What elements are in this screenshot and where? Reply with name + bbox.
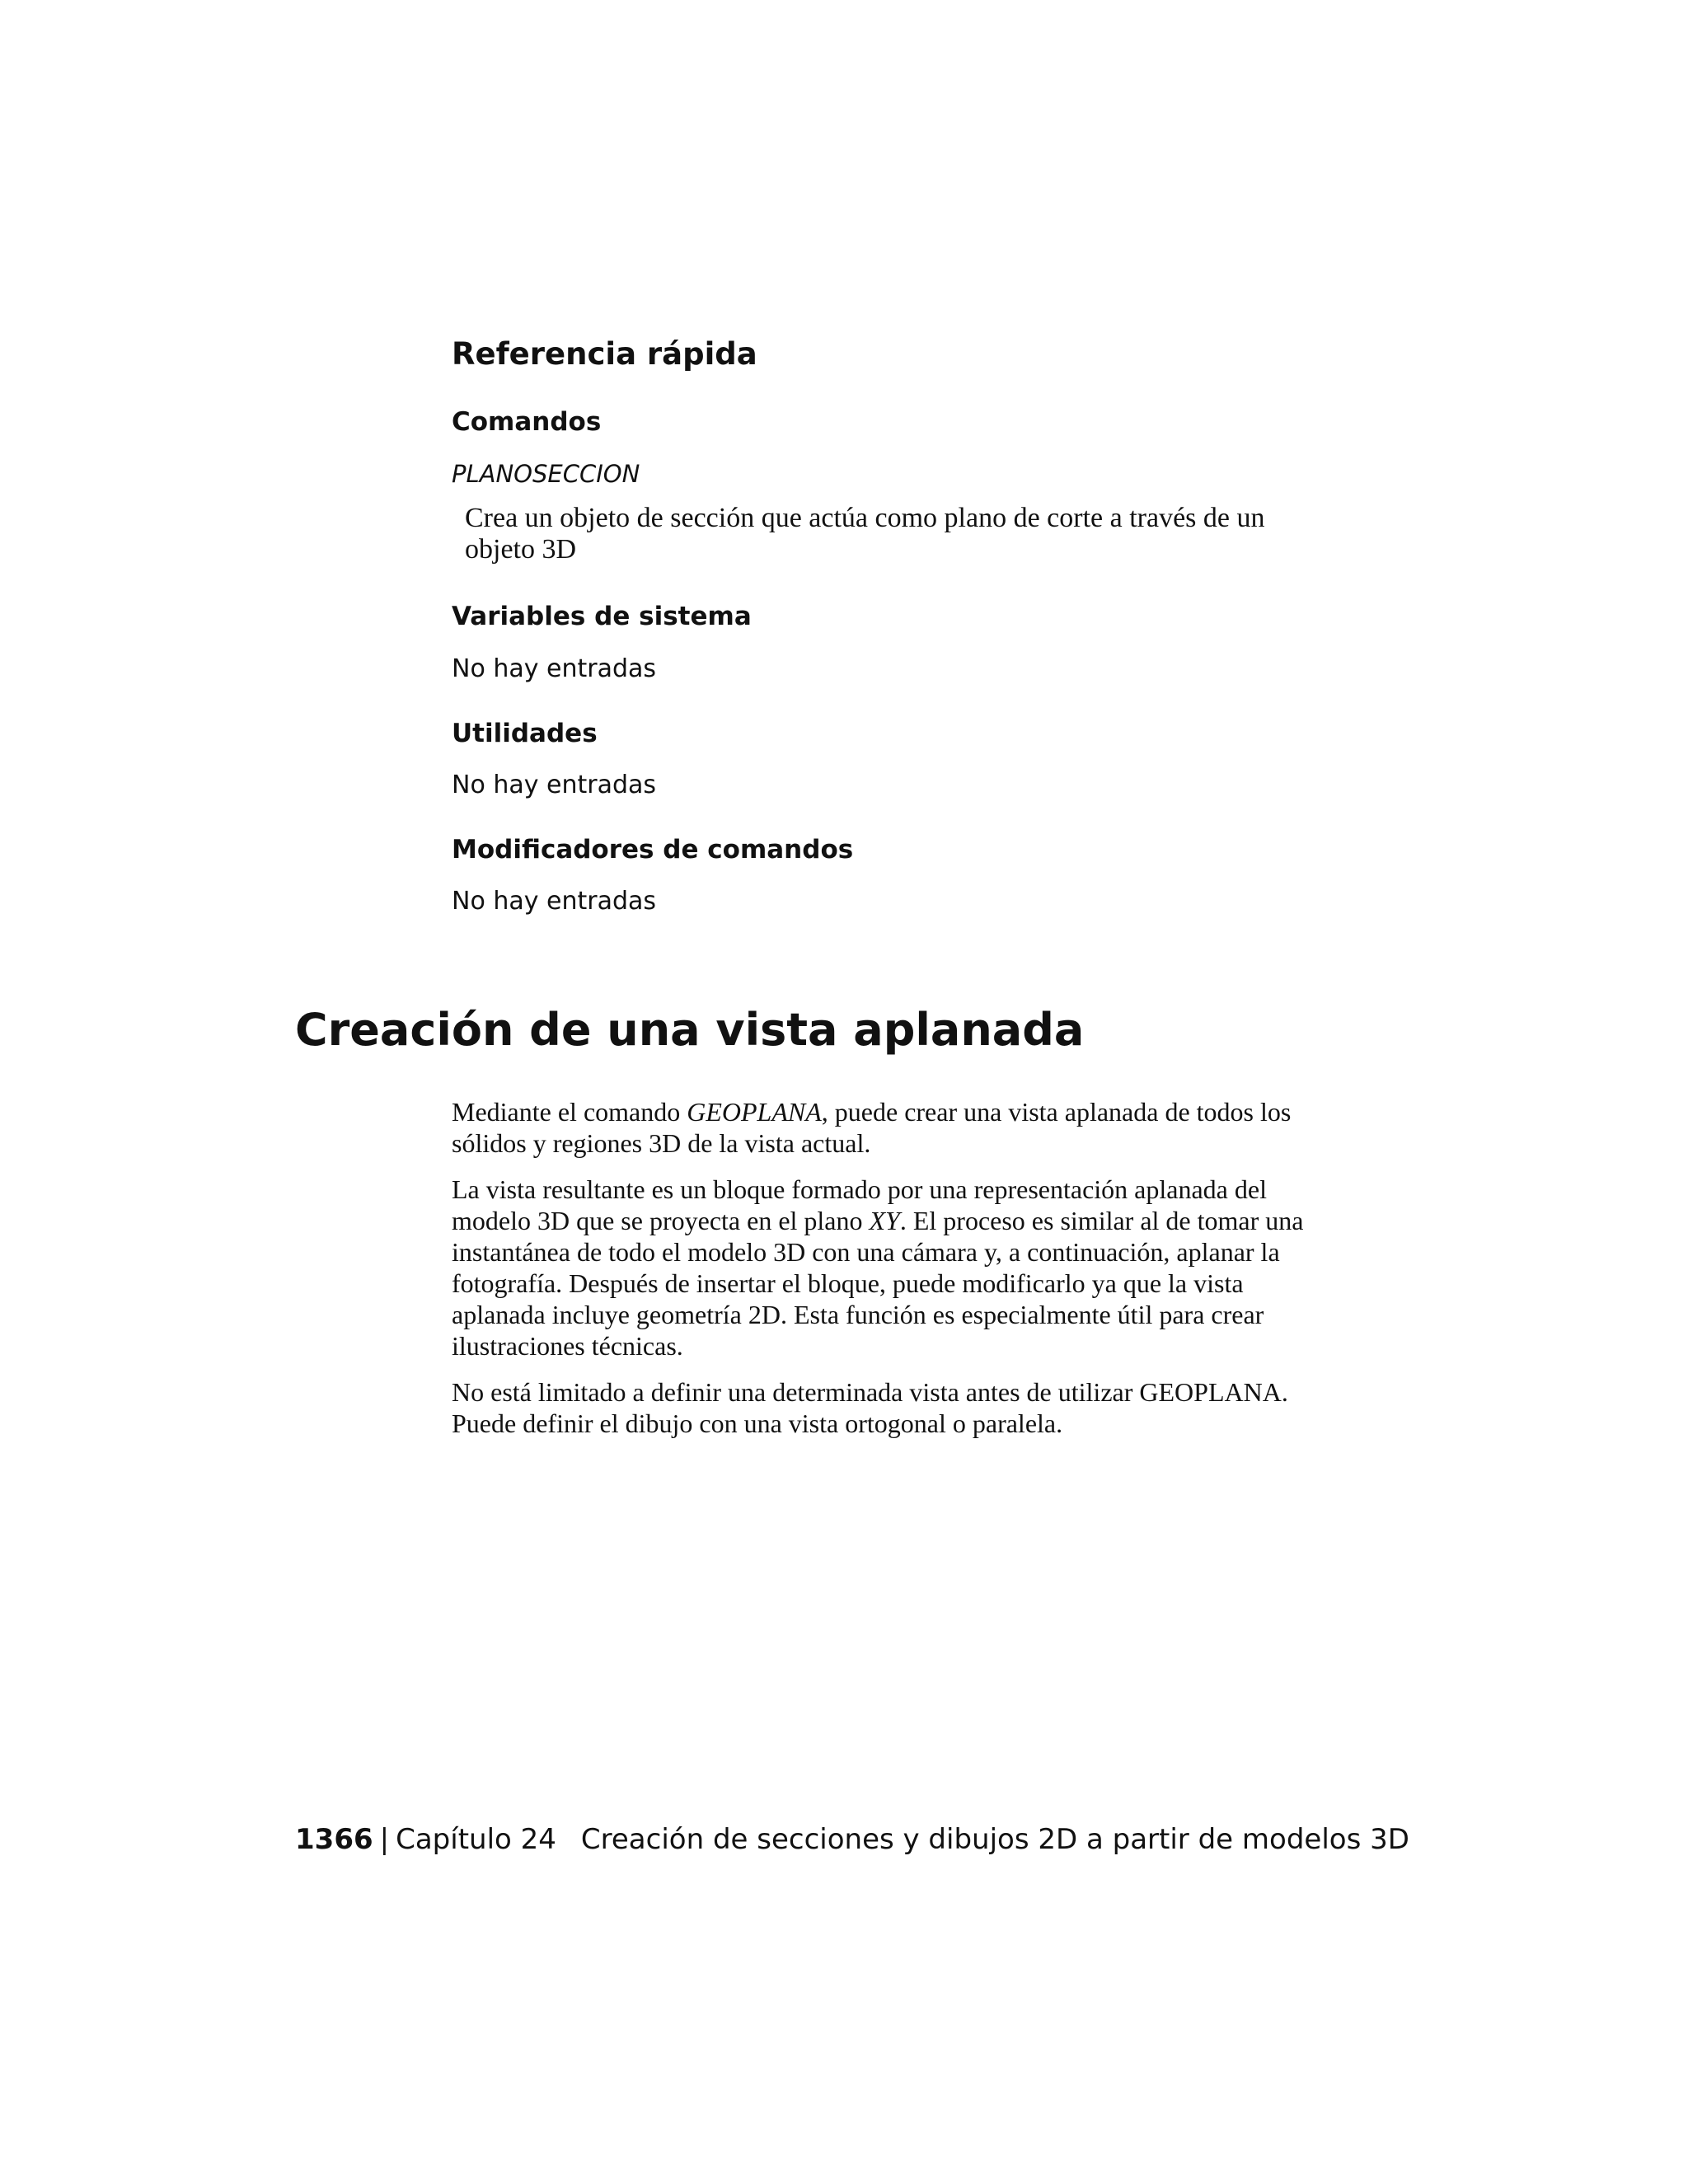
system-variables-value: No hay entradas xyxy=(452,654,657,683)
paragraph-1 xyxy=(452,1096,1342,1159)
section-body xyxy=(452,1096,1342,1454)
commands-heading: Comandos xyxy=(452,407,602,438)
utilities-heading: Utilidades xyxy=(452,718,598,748)
command-description: Crea un objeto de sección que actúa como plano de corte a través de un objeto 3D xyxy=(465,503,1265,565)
plane-name: XY xyxy=(869,1206,900,1235)
chapter-label: Capítulo 24 xyxy=(396,1823,556,1856)
page-number: 1366 xyxy=(295,1823,373,1856)
paragraph-1-start: Mediante el comando xyxy=(452,1097,687,1127)
modifiers-heading: Modificadores de comandos xyxy=(452,834,854,865)
system-variables-heading: Variables de sistema xyxy=(452,602,752,632)
modifiers-value: No hay entradas xyxy=(452,886,657,916)
paragraph-2-end: . El proceso es similar al de tomar una instantánea de todo el modelo 3D con una cámara y, a continuación, aplanar la fotografía. Después de insertar el bloque, puede modificarlo ya que la vista aplanada incluye geometría 2D. Esta función es especialmente útil para crear ilustraciones técnicas. xyxy=(452,1206,1304,1361)
footer-separator: | xyxy=(379,1823,390,1856)
utilities-value: No hay entradas xyxy=(452,770,657,799)
chapter-title: Creación de secciones y dibujos 2D a partir de modelos 3D xyxy=(580,1823,1409,1856)
paragraph-2 xyxy=(452,1174,1342,1361)
quick-reference xyxy=(452,336,1342,951)
paragraph-2-start: La vista resultante es un bloque formado por una representación aplanada del modelo 3D que se proyecta en el plano xyxy=(452,1174,1267,1235)
command-reference: GEOPLANA xyxy=(687,1097,822,1127)
section-heading: Creación de una vista aplanada xyxy=(295,1004,1085,1056)
paragraph-3: No está limitado a definir una determinada vista antes de utilizar GEOPLANA. Puede definir el dibujo con una vista ortogonal o paralela. xyxy=(452,1377,1288,1438)
quick-reference-title: Referencia rápida xyxy=(452,336,757,372)
page-footer xyxy=(295,1823,1409,1857)
command-name: PLANOSECCION xyxy=(452,459,640,488)
paragraph-1-end: , puede crear una vista aplanada de todos los sólidos y regiones 3D de la vista actual. xyxy=(452,1097,1292,1158)
